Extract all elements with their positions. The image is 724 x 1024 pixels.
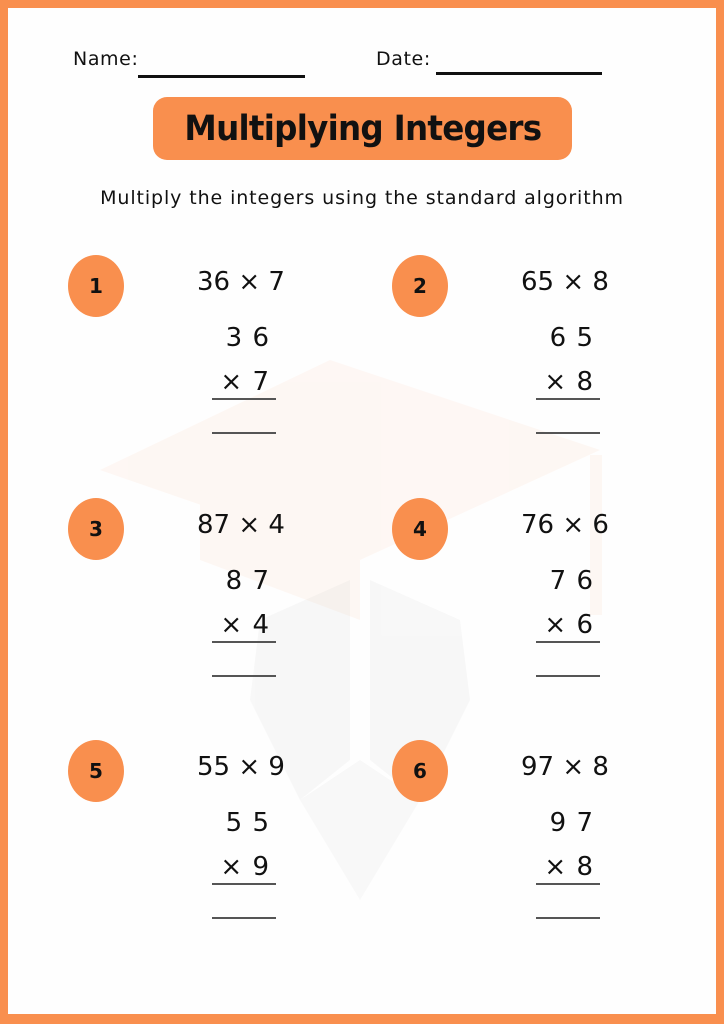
problem-number-badge: 3 [68, 498, 124, 560]
page-title: Multiplying Integers [184, 108, 541, 149]
problem-expression: 55 × 9 [197, 752, 285, 782]
name-write-line[interactable] [138, 75, 305, 78]
date-write-line[interactable] [436, 72, 602, 75]
problem-6 [392, 740, 716, 940]
problem-4 [392, 498, 716, 698]
stacked-multiplier: × 8 [544, 367, 594, 397]
stacked-multiplicand: 7 6 [549, 566, 594, 596]
product-rule-line [212, 641, 276, 643]
name-label: Name: [73, 48, 139, 70]
problem-2 [392, 255, 716, 455]
problem-expression: 65 × 8 [521, 267, 609, 297]
answer-write-line[interactable] [536, 917, 600, 919]
product-rule-line [536, 641, 600, 643]
title-banner [153, 97, 572, 160]
stacked-multiplier: × 9 [220, 852, 270, 882]
stacked-multiplicand: 6 5 [549, 323, 594, 353]
answer-write-line[interactable] [212, 432, 276, 434]
problem-number-badge: 1 [68, 255, 124, 317]
product-rule-line [212, 398, 276, 400]
problem-number-badge: 5 [68, 740, 124, 802]
stacked-multiplicand: 9 7 [549, 808, 594, 838]
problem-expression: 76 × 6 [521, 510, 609, 540]
problem-1 [68, 255, 392, 455]
problem-expression: 97 × 8 [521, 752, 609, 782]
problem-number-badge: 2 [392, 255, 448, 317]
stacked-multiplier: × 7 [220, 367, 270, 397]
answer-write-line[interactable] [212, 917, 276, 919]
problem-number-badge: 4 [392, 498, 448, 560]
stacked-multiplicand: 5 5 [225, 808, 270, 838]
problem-expression: 36 × 7 [197, 267, 285, 297]
answer-write-line[interactable] [536, 432, 600, 434]
answer-write-line[interactable] [212, 675, 276, 677]
instructions-text: Multiply the integers using the standard algorithm [100, 187, 624, 209]
product-rule-line [536, 883, 600, 885]
date-label: Date: [376, 48, 431, 70]
product-rule-line [536, 398, 600, 400]
stacked-multiplier: × 6 [544, 610, 594, 640]
stacked-multiplicand: 3 6 [225, 323, 270, 353]
stacked-multiplicand: 8 7 [225, 566, 270, 596]
problem-number-badge: 6 [392, 740, 448, 802]
product-rule-line [212, 883, 276, 885]
problem-3 [68, 498, 392, 698]
problem-expression: 87 × 4 [197, 510, 285, 540]
stacked-multiplier: × 8 [544, 852, 594, 882]
problem-5 [68, 740, 392, 940]
stacked-multiplier: × 4 [220, 610, 270, 640]
answer-write-line[interactable] [536, 675, 600, 677]
